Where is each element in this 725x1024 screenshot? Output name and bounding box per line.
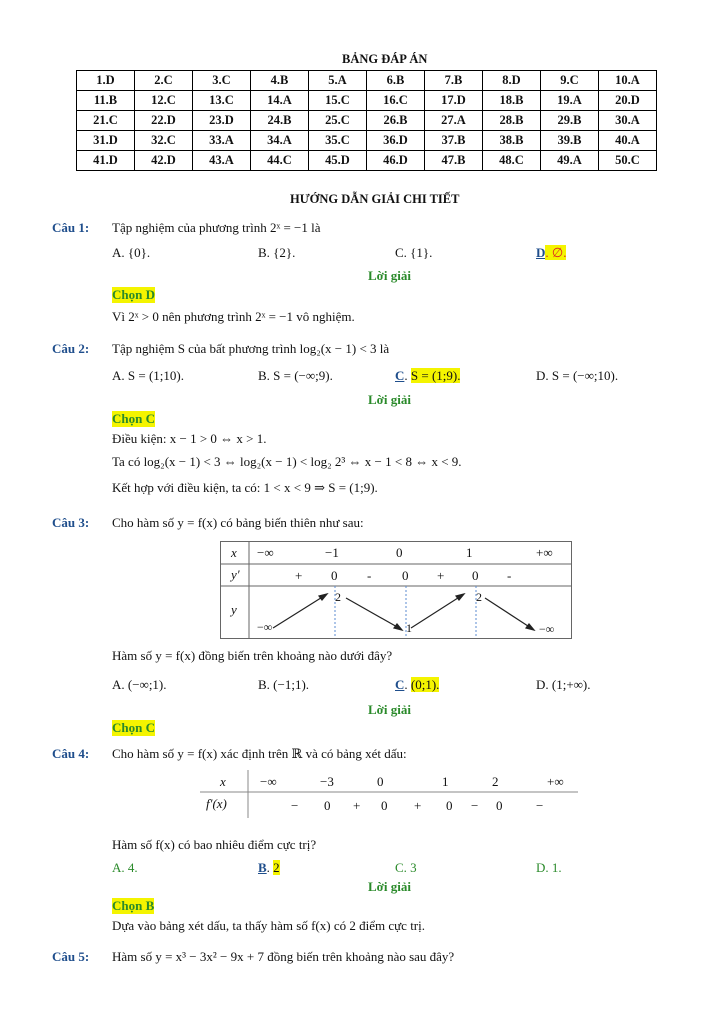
answer-cell: 26.B: [367, 111, 425, 131]
answer-cell: 48.C: [483, 151, 541, 171]
q2-loigiai: Lời giải: [368, 392, 411, 407]
answer-cell: 21.C: [77, 111, 135, 131]
bbt-yprime-sign: +: [437, 568, 445, 583]
bbt-x-value: 0: [396, 545, 403, 560]
answer-cell: 22.D: [135, 111, 193, 131]
answer-cell: 33.A: [193, 131, 251, 151]
answer-cell: 47.B: [425, 151, 483, 171]
answer-cell: 49.A: [541, 151, 599, 171]
bbt-x-value: +∞: [536, 545, 553, 560]
answer-cell: 25.C: [309, 111, 367, 131]
q4-option-d: D. 1.: [536, 860, 562, 875]
answer-cell: 28.B: [483, 111, 541, 131]
q4-solution: Dựa vào bảng xét dấu, ta thấy hàm số f(x) có 2 điểm cực trị.: [112, 918, 425, 933]
bbt-x-label: x: [231, 545, 237, 560]
q4-question: Hàm số f(x) có bao nhiêu điểm cực trị?: [112, 837, 317, 852]
q4-option-c: C. 3: [395, 860, 417, 875]
answer-cell: 9.C: [541, 71, 599, 91]
answer-cell: 40.A: [599, 131, 657, 151]
q4-loigiai: Lời giải: [368, 879, 411, 894]
bbt-x-value: −1: [325, 545, 339, 560]
q2-solution-3: Kết hợp với điều kiện, ta có: 1 < x < 9 ⇒ S = (1;9).: [112, 480, 378, 495]
answer-cell: 44.C: [251, 151, 309, 171]
q3-question: Hàm số y = f(x) đồng biến trên khoảng nào dưới đây?: [112, 648, 393, 663]
q1-solution: Vì 2ˣ > 0 nên phương trình 2ˣ = −1 vô nghiệm.: [112, 309, 355, 324]
answer-cell: 17.D: [425, 91, 483, 111]
q4-option-a: A. 4.: [112, 860, 138, 875]
answer-cell: 20.D: [599, 91, 657, 111]
bbt-y-value: 1: [406, 621, 412, 635]
answer-cell: 30.A: [599, 111, 657, 131]
bbt-y-value: −∞: [257, 620, 273, 634]
bxd-sign: +: [414, 798, 422, 813]
answer-cell: 27.A: [425, 111, 483, 131]
answer-table-title: BẢNG ĐÁP ÁN: [342, 52, 428, 66]
bxd-x-value: 1: [442, 774, 449, 789]
answer-cell: 35.C: [309, 131, 367, 151]
bbt-x-value: −∞: [257, 545, 274, 560]
q1-option-b: B. {2}.: [258, 245, 296, 260]
answer-cell: 43.A: [193, 151, 251, 171]
q2-option-c: C. S = (1;9).: [395, 368, 461, 383]
answer-cell: 37.B: [425, 131, 483, 151]
answer-cell: 14.A: [251, 91, 309, 111]
q2-chon: Chọn C: [112, 411, 155, 426]
answer-cell: 13.C: [193, 91, 251, 111]
answer-cell: 32.C: [135, 131, 193, 151]
q1-option-c: C. {1}.: [395, 245, 433, 260]
answer-cell: 15.C: [309, 91, 367, 111]
q3-option-d: D. (1;+∞).: [536, 677, 591, 692]
answer-cell: 50.C: [599, 151, 657, 171]
answer-cell: 2.C: [135, 71, 193, 91]
q2-text: Tập nghiệm S của bất phương trình log₂(x − 1) < 3 là: [112, 341, 390, 356]
q3-chon: Chọn C: [112, 720, 155, 735]
answer-row: [77, 91, 657, 111]
bbt-y-value: 2: [476, 590, 482, 604]
bxd-sign: −: [471, 798, 479, 813]
answer-cell: 6.B: [367, 71, 425, 91]
bxd-x-value: −3: [320, 774, 334, 789]
answer-cell: 11.B: [77, 91, 135, 111]
answer-cell: 34.A: [251, 131, 309, 151]
q4-text: Cho hàm số y = f(x) xác định trên ℝ và có bảng xét dấu:: [112, 746, 407, 761]
q2-option-d: D. S = (−∞;10).: [536, 368, 619, 383]
bbt-yprime-sign: 0: [331, 568, 338, 583]
answer-row: [77, 151, 657, 171]
answer-cell: 24.B: [251, 111, 309, 131]
q3-option-a: A. (−∞;1).: [112, 677, 167, 692]
bxd-sign: +: [353, 798, 361, 813]
answer-cell: 16.C: [367, 91, 425, 111]
answer-cell: 12.C: [135, 91, 193, 111]
bbt-yprime-sign: -: [507, 568, 512, 583]
bxd-sign: 0: [446, 798, 453, 813]
bxd-sign: −: [291, 798, 299, 813]
bbt-yprime-sign: -: [367, 568, 372, 583]
q3-loigiai: Lời giải: [368, 702, 411, 717]
bbt-x-value: 1: [466, 545, 473, 560]
bbt-yp-label: y′: [231, 567, 240, 582]
bxd-sign: 0: [496, 798, 503, 813]
variation-table: [220, 541, 572, 639]
q1-option-a: A. {0}.: [112, 245, 151, 260]
answer-cell: 46.D: [367, 151, 425, 171]
answer-cell: 45.D: [309, 151, 367, 171]
bbt-yprime-sign: 0: [472, 568, 479, 583]
answer-cell: 23.D: [193, 111, 251, 131]
q2-option-b: B. S = (−∞;9).: [258, 368, 333, 383]
bbt-yprime-sign: +: [295, 568, 303, 583]
answer-row: [77, 111, 657, 131]
q3-label: Câu 3:: [52, 515, 90, 530]
bxd-fp-label: f′(x): [206, 796, 227, 811]
bxd-sign: 0: [381, 798, 388, 813]
q1-label: Câu 1:: [52, 220, 90, 235]
answer-cell: 39.B: [541, 131, 599, 151]
bbt-y-value: −∞: [539, 622, 555, 636]
q4-option-b: B. 2: [258, 860, 280, 875]
answer-row: [77, 131, 657, 151]
answer-cell: 41.D: [77, 151, 135, 171]
q5-label: Câu 5:: [52, 949, 90, 964]
q4-label: Câu 4:: [52, 746, 90, 761]
answer-cell: 36.D: [367, 131, 425, 151]
answer-cell: 4.B: [251, 71, 309, 91]
q2-option-a: A. S = (1;10).: [112, 368, 184, 383]
answer-cell: 29.B: [541, 111, 599, 131]
q5-text: Hàm số y = x³ − 3x² − 9x + 7 đồng biến trên khoảng nào sau đây?: [112, 949, 455, 964]
q1-loigiai: Lời giải: [368, 268, 411, 283]
q1-option-d: D. ∅.: [536, 245, 567, 260]
q3-option-b: B. (−1;1).: [258, 677, 310, 692]
q4-chon: Chọn B: [112, 898, 155, 913]
answer-cell: 10.A: [599, 71, 657, 91]
bxd-sign: 0: [324, 798, 331, 813]
answer-cell: 7.B: [425, 71, 483, 91]
q3-text: Cho hàm số y = f(x) có bảng biến thiên như sau:: [112, 515, 364, 530]
q1-chon: Chọn D: [112, 287, 155, 302]
q2-solution-1: Điều kiện: x − 1 > 0 ⇔ x > 1.: [112, 431, 267, 446]
answer-cell: 19.A: [541, 91, 599, 111]
answer-cell: 38.B: [483, 131, 541, 151]
answer-cell: 42.D: [135, 151, 193, 171]
answer-table: [76, 70, 657, 171]
answer-cell: 3.C: [193, 71, 251, 91]
bxd-x-value: −∞: [260, 774, 277, 789]
bxd-x-value: +∞: [547, 774, 564, 789]
section-title: HƯỚNG DẪN GIẢI CHI TIẾT: [290, 192, 460, 206]
answer-cell: 5.A: [309, 71, 367, 91]
q2-solution-2: Ta có log₂(x − 1) < 3 ⇔ log₂(x − 1) < log₂ 2³ ⇔ x − 1 < 8 ⇔ x < 9.: [112, 454, 462, 469]
bbt-y-value: 2: [335, 590, 341, 604]
bbt-y-label: y: [231, 602, 237, 617]
answer-cell: 18.B: [483, 91, 541, 111]
answer-cell: 31.D: [77, 131, 135, 151]
bxd-x-label: x: [220, 774, 226, 789]
bbt-yprime-sign: 0: [402, 568, 409, 583]
sign-table: [200, 770, 578, 820]
answer-cell: 8.D: [483, 71, 541, 91]
q3-option-c: C. (0;1).: [395, 677, 440, 692]
bxd-x-value: 0: [377, 774, 384, 789]
answer-cell: 1.D: [77, 71, 135, 91]
q2-label: Câu 2:: [52, 341, 90, 356]
bxd-sign: −: [536, 798, 544, 813]
q1-text: Tập nghiệm của phương trình 2ˣ = −1 là: [112, 220, 321, 235]
answer-row: [77, 71, 657, 91]
bxd-x-value: 2: [492, 774, 499, 789]
